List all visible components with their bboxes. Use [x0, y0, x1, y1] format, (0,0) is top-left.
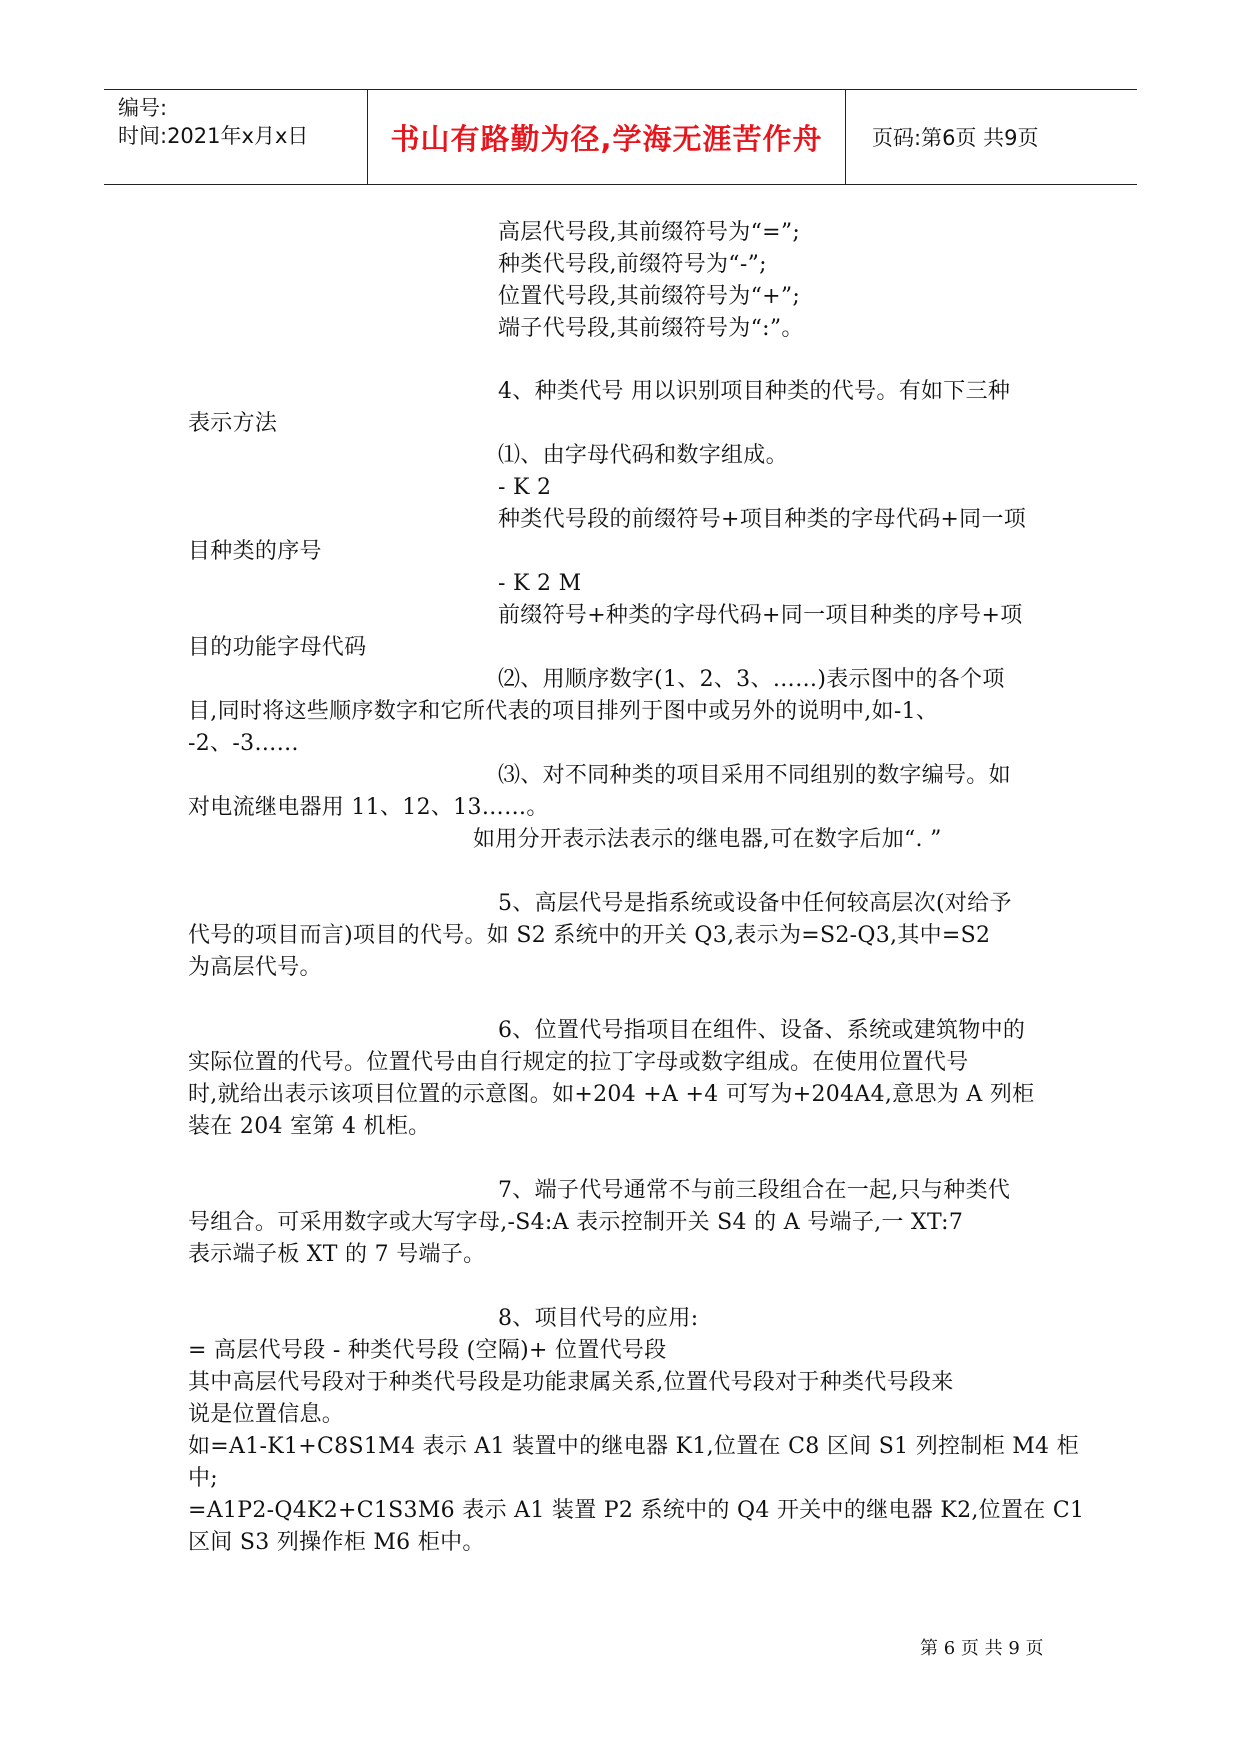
- document-date-label: 时间:2021年x月x日: [118, 124, 309, 148]
- body-line: 号组合。可采用数字或大写字母,-S4:A 表示控制开关 S4 的 A 号端子,一 XT:7: [188, 1210, 964, 1235]
- body-line: 目种类的序号: [188, 539, 322, 564]
- body-line: ⑶、对不同种类的项目采用不同组别的数字编号。如: [498, 763, 1011, 788]
- body-line: = 高层代号段 - 种类代号段 (空隔)+ 位置代号段: [188, 1338, 667, 1363]
- section-heading: 8、项目代号的应用:: [498, 1306, 699, 1331]
- body-line: 目,同时将这些顺序数字和它所代表的项目排列于图中或另外的说明中,如-1、: [188, 699, 939, 724]
- body-line: 时,就给出表示该项目位置的示意图。如+204 +A +4 可写为+204A4,意思为 A 列柜: [188, 1082, 1035, 1107]
- body-line: 说是位置信息。: [188, 1402, 345, 1427]
- body-line: 种类代号段的前缀符号+项目种类的字母代码+同一项: [498, 507, 1027, 532]
- body-line: 端子代号段,其前缀符号为“:”。: [498, 316, 804, 341]
- header-page-number: 页码:第6页 共9页: [872, 126, 1039, 150]
- body-line: 高层代号段,其前缀符号为“=”;: [498, 220, 801, 245]
- section-heading: 4、种类代号 用以识别项目种类的代号。有如下三种: [498, 379, 1011, 404]
- body-line: 种类代号段,前缀符号为“-”;: [498, 252, 767, 277]
- body-line: 实际位置的代号。位置代号由自行规定的拉丁字母或数字组成。在使用位置代号: [188, 1050, 969, 1075]
- body-line: 其中高层代号段对于种类代号段是功能隶属关系,位置代号段对于种类代号段来: [188, 1370, 954, 1395]
- body-line: 位置代号段,其前缀符号为“+”;: [498, 284, 801, 309]
- body-line: 代号的项目而言)项目的代号。如 S2 系统中的开关 Q3,表示为=S2-Q3,其中=S2: [188, 923, 991, 948]
- body-line: ⑴、由字母代码和数字组成。: [498, 443, 788, 468]
- body-line: 装在 204 室第 4 机柜。: [188, 1114, 431, 1139]
- body-line: =A1P2-Q4K2+C1S3M6 表示 A1 装置 P2 系统中的 Q4 开关中的继电器 K2,位置在 C1: [188, 1498, 1085, 1523]
- body-line: 区间 S3 列操作柜 M6 柜中。: [188, 1530, 485, 1555]
- section-heading: 7、端子代号通常不与前三段组合在一起,只与种类代: [498, 1178, 1011, 1203]
- body-line: 前缀符号+种类的字母代码+同一项目种类的序号+项: [498, 603, 1023, 628]
- body-line: 为高层代号。: [188, 955, 322, 980]
- body-line: 如用分开表示法表示的继电器,可在数字后加“. ”: [473, 827, 942, 852]
- header-motto: 书山有路勤为径,学海无涯苦作舟: [390, 121, 823, 156]
- body-line: 如=A1-K1+C8S1M4 表示 A1 装置中的继电器 K1,位置在 C8 区间 S1 列控制柜 M4 柜: [188, 1434, 1079, 1459]
- body-line: ⑵、用顺序数字(1、2、3、……)表示图中的各个项: [498, 667, 1005, 692]
- body-line: 中;: [188, 1466, 219, 1491]
- section-heading: 6、位置代号指项目在组件、设备、系统或建筑物中的: [498, 1018, 1026, 1043]
- body-line: 对电流继电器用 11、12、13……。: [188, 795, 549, 820]
- document-number-label: 编号:: [118, 96, 168, 120]
- body-line: 表示方法: [188, 411, 278, 436]
- body-line: 目的功能字母代码: [188, 635, 367, 660]
- body-line: -2、-3……: [188, 731, 299, 756]
- code-example: - K 2: [498, 475, 552, 500]
- section-heading: 5、高层代号是指系统或设备中任何较高层次(对给予: [498, 891, 1012, 916]
- code-example: - K 2 M: [498, 571, 582, 596]
- page-footer-number: 第 6 页 共 9 页: [920, 1638, 1044, 1659]
- body-line: 表示端子板 XT 的 7 号端子。: [188, 1242, 486, 1267]
